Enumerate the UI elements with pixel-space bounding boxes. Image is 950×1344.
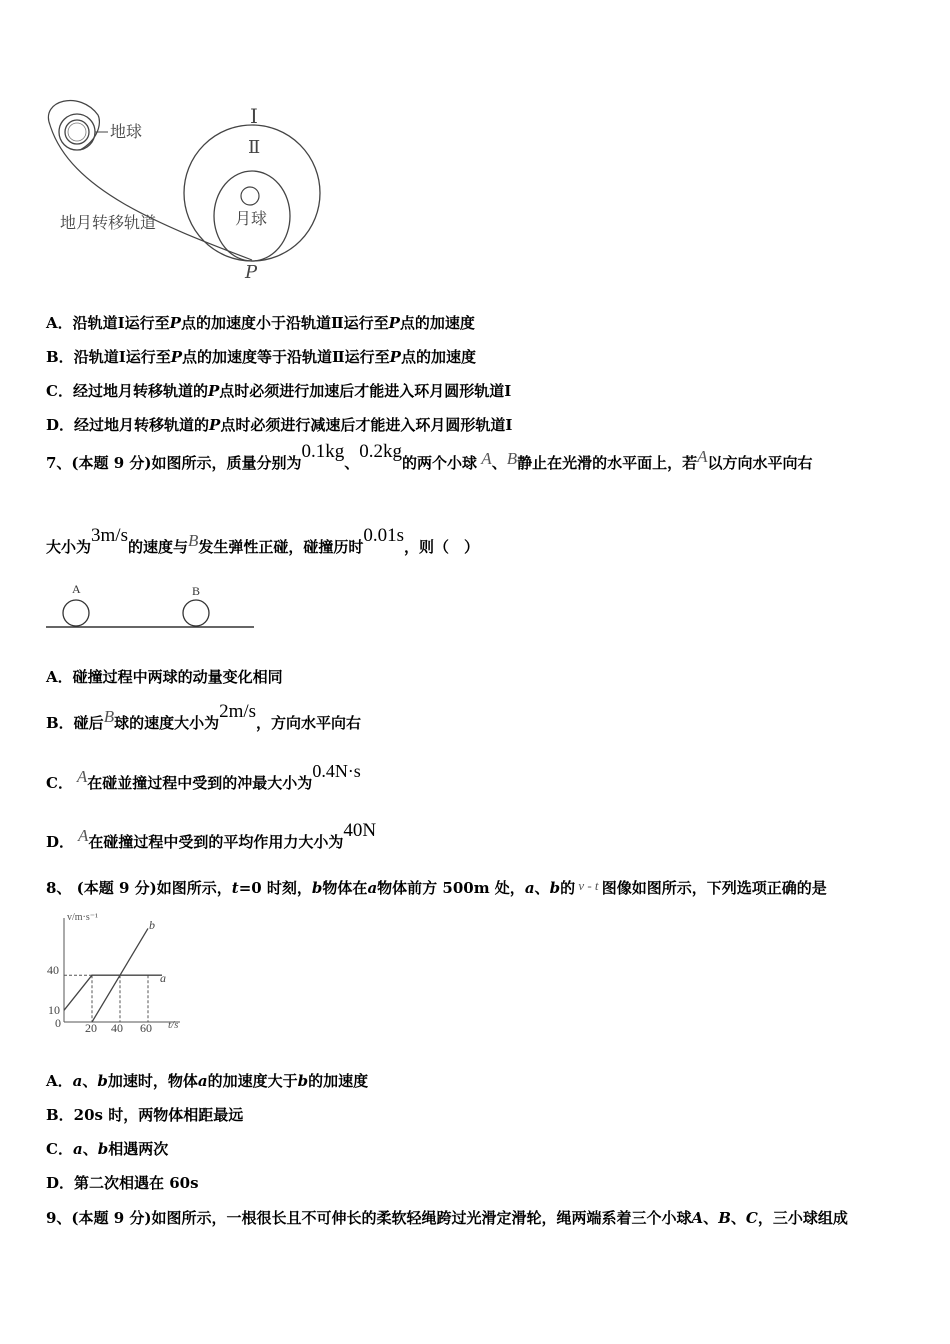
vt-series-b-label: b <box>149 918 155 932</box>
q8-option-c: C．a、b相遇两次 <box>46 1140 169 1158</box>
vt-x20: 20 <box>85 1021 97 1035</box>
transfer-orbit-label: 地月转移轨道 <box>60 213 157 232</box>
q8-stem: 8、 (本题 9 分)如图所示，t=0 时刻，b物体在a物体前方 500m 处，a、b的 v - t 图像如图所示，下列选项正确的是 <box>46 878 827 897</box>
q7-option-a: A．碰撞过程中两球的动量变化相同 <box>46 668 283 686</box>
vt-origin: 0 <box>55 1016 61 1030</box>
vt-y40: 40 <box>47 963 59 977</box>
q8-option-a: A．a、b加速时，物体a的加速度大于b的加速度 <box>46 1072 369 1090</box>
q8-option-d: D．第二次相遇在 60s <box>46 1174 199 1192</box>
ball-b <box>183 600 209 626</box>
earth-label: 地球 <box>110 122 143 141</box>
q9-stem: 9、(本题 9 分)如图所示，一根很长且不可伸长的柔软轻绳跨过光滑定滑轮，绳两端系着三个小球A、B、C，三小球组成 <box>46 1209 848 1227</box>
point-p-label: P <box>245 262 258 283</box>
moon-circle <box>241 187 259 205</box>
q7-stem-line1: 7、(本题 9 分)如图所示，质量分别为0.1kg、0.2kg的两个小球 A、B静止在光滑的水平面上，若A以方向水平向右 <box>46 441 813 472</box>
orbit-1-label: Ⅰ <box>250 104 258 128</box>
q7-option-c: C． A在碰並撞过程中受到的冲最大小为0.4N·s <box>46 761 361 792</box>
ball-a-label: A <box>72 582 81 596</box>
ball-a <box>63 600 89 626</box>
vt-y10: 10 <box>48 1003 60 1017</box>
orbit-figure <box>40 95 340 290</box>
q7-stem-line2: 大小为3m/s的速度与B发生弹性正碰，碰撞历时0.01s，则（ ） <box>46 525 480 556</box>
q7-option-d: D． A在碰撞过程中受到的平均作用力大小为40N <box>46 820 377 851</box>
vt-series-a <box>64 975 162 1010</box>
q6-option-a: A．沿轨道Ⅰ运行至P点的加速度小于沿轨道Ⅱ运行至P点的加速度 <box>46 314 475 332</box>
vt-ylabel: v/m·s⁻¹ <box>67 912 99 923</box>
q6-option-c: C．经过地月转移轨道的P点时必须进行加速后才能进入环月圆形轨道Ⅰ <box>46 382 512 400</box>
earth-circle <box>65 120 89 144</box>
ball-b-label: B <box>192 584 201 598</box>
vt-series-a-label: a <box>160 971 166 985</box>
q6-option-d: D．经过地月转移轨道的P点时必须进行减速后才能进入环月圆形轨道Ⅰ <box>46 416 513 434</box>
moon-label: 月球 <box>235 209 268 228</box>
q8-option-b: B．20s 时，两物体相距最远 <box>46 1106 244 1124</box>
q7-option-b: B．碰后B球的速度大小为2m/s，方向水平向右 <box>46 701 362 732</box>
orbit-2-label: Ⅱ <box>248 137 261 158</box>
vt-x60: 60 <box>140 1021 152 1035</box>
vt-xlabel: t/s <box>168 1019 179 1031</box>
transfer-orbit <box>48 101 252 260</box>
vt-x40: 40 <box>111 1021 123 1035</box>
q6-option-b: B．沿轨道Ⅰ运行至P点的加速度等于沿轨道Ⅱ运行至P点的加速度 <box>46 348 476 366</box>
